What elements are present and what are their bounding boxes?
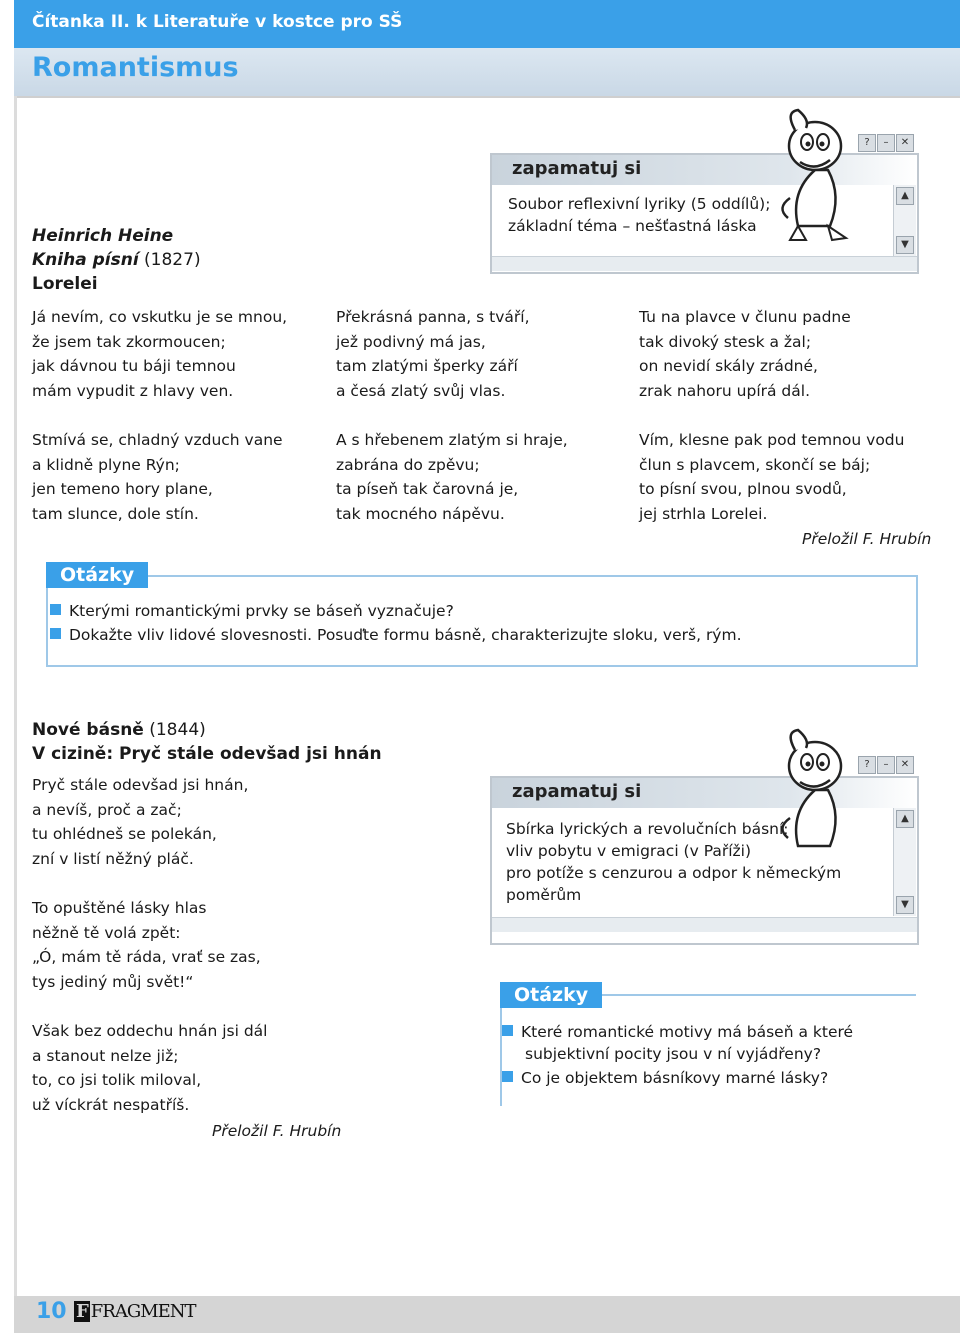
bullet-square-icon — [50, 604, 61, 615]
verse: Tu na plavce v člunu padne — [639, 308, 851, 326]
verse: tam slunce, dole stín. — [32, 504, 199, 523]
question-item: Dokažte vliv lidové slovesnosti. Posuďte formu básně, charakterizujte sloku, verš, rým. — [50, 624, 742, 646]
minimize-icon[interactable]: – — [877, 756, 895, 774]
memo-text — [508, 193, 770, 237]
bullet-square-icon — [50, 628, 61, 639]
memo-line: poměrům — [506, 886, 582, 904]
left-rule — [14, 96, 17, 1318]
scroll-down-icon[interactable]: ▼ — [896, 236, 914, 254]
verse: a česá zlatý svůj vlas. — [336, 381, 506, 400]
verse: jen temeno hory plane, — [32, 480, 213, 499]
help-icon[interactable]: ? — [858, 134, 876, 152]
verse: Však bez oddechu hnán jsi dál — [32, 1022, 268, 1040]
memo-statusbar — [492, 256, 917, 271]
verse: člun s plavcem, skončí se báj; — [639, 455, 871, 474]
verse: tys jediný můj svět!“ — [32, 972, 194, 991]
bullet-square-icon — [502, 1071, 513, 1082]
verse: ta píseň tak čarovná je, — [336, 480, 519, 499]
verse: už víckrát nespatříš. — [32, 1095, 190, 1114]
questions-label: Otázky — [46, 562, 148, 588]
verse: jej strhla Lorelei. — [639, 504, 768, 523]
page-number: 10 — [36, 1299, 67, 1324]
poem-title: Lorelei — [32, 274, 98, 294]
memo-line: základní téma – nešťastná láska — [508, 217, 757, 235]
help-icon[interactable]: ? — [858, 756, 876, 774]
verse: jak dávnou tu báji temnou — [32, 357, 236, 376]
memo-title: zapamatuj si — [512, 158, 642, 179]
verse: tam zlatými šperky září — [336, 357, 518, 376]
verse: zní v listí něžný pláč. — [32, 849, 194, 868]
top-rule — [14, 96, 960, 98]
verse: Pryč stále odevšad jsi hnán, — [32, 776, 249, 794]
verse: a stanout nelze již; — [32, 1046, 179, 1065]
stanza-1 — [32, 305, 287, 403]
memo-statusbar — [492, 917, 917, 932]
stanza-3 — [32, 1019, 267, 1117]
verse: To opuštěné lásky hlas — [32, 899, 207, 917]
verse: něžně tě volá zpět: — [32, 923, 181, 942]
work-title: Nové básně — [32, 720, 144, 740]
book-title: Čítanka II. k Literatuře v kostce pro SŠ — [32, 12, 403, 32]
memo-line: vliv pobytu v emigraci (v Paříži) — [506, 842, 752, 860]
publisher-logo: F FRAGMENT — [76, 1301, 196, 1322]
poem-title: V cizině: Pryč stále odevšad jsi hnán — [32, 744, 382, 764]
stanza-3 — [639, 305, 851, 403]
verse: zrak nahoru upírá dál. — [639, 381, 810, 400]
verse: a klidně plyne Rýn; — [32, 455, 180, 474]
question-item-continued: subjektivní pocity jsou v ní vyjádřeny? — [525, 1045, 822, 1063]
verse: jež podivný má jas, — [336, 332, 486, 351]
verse: zabrána do zpěvu; — [336, 455, 480, 474]
memo-line: pro potíže s cenzurou a odpor k německým — [506, 864, 842, 882]
question-item: Kterými romantickými prvky se báseň vyznačuje? — [50, 600, 454, 622]
verse: tak divoký stesk a žal; — [639, 332, 812, 351]
close-icon[interactable]: ✕ — [896, 756, 914, 774]
section2-heading — [32, 718, 382, 766]
verse: to, co jsi tolik miloval, — [32, 1071, 202, 1090]
stanza-1 — [32, 773, 248, 871]
stanza-2 — [336, 305, 530, 403]
verse: a nevíš, proč a zač; — [32, 800, 182, 819]
memo-title: zapamatuj si — [512, 781, 642, 802]
verse: Překrásná panna, s tváří, — [336, 308, 530, 326]
author-name: Heinrich Heine — [32, 226, 174, 246]
scroll-down-icon[interactable]: ▼ — [896, 896, 914, 914]
verse: Vím, klesne pak pod temnou vodu — [639, 431, 905, 449]
questions-label: Otázky — [500, 982, 602, 1008]
work-title: Kniha písní — [32, 250, 139, 270]
verse: „Ó, mám tě ráda, vrať se zas, — [32, 948, 261, 967]
minimize-icon[interactable]: – — [877, 134, 895, 152]
verse: tu ohlédneš se polekán, — [32, 825, 217, 844]
verse: tak mocného nápěvu. — [336, 504, 505, 523]
work-year: (1827) — [144, 250, 201, 270]
verse: mám vypudit z hlavy ven. — [32, 381, 234, 400]
verse: A s hřebenem zlatým si hraje, — [336, 431, 568, 449]
verse: že jsem tak zkormoucen; — [32, 332, 226, 351]
memo-line: Soubor reflexivní lyriky (5 oddílů); — [508, 195, 771, 213]
mascot-figure-2 — [770, 720, 920, 870]
stanza-5 — [336, 428, 568, 526]
work-year: (1844) — [149, 720, 206, 740]
scroll-up-icon[interactable]: ▲ — [896, 810, 914, 828]
chapter-title: Romantismus — [32, 52, 239, 83]
stanza-6 — [639, 428, 904, 526]
question-item: Co je objektem básníkovy marné lásky? — [502, 1067, 828, 1089]
memo-line: Sbírka lyrických a revolučních básní; — [506, 820, 789, 838]
close-icon[interactable]: ✕ — [896, 134, 914, 152]
section1-heading — [32, 224, 201, 296]
translator-credit: Přeložil F. Hrubín — [212, 1122, 342, 1140]
verse: to písní svou, plnou svodů, — [639, 480, 847, 499]
window-controls-2[interactable] — [858, 756, 914, 774]
bullet-square-icon — [502, 1025, 513, 1036]
verse: Já nevím, co vskutku je se mnou, — [32, 308, 288, 326]
stanza-2 — [32, 896, 261, 994]
mascot-figure-1 — [770, 100, 920, 250]
window-controls-1[interactable] — [858, 134, 914, 152]
brand-text: FRAGMENT — [90, 1301, 196, 1322]
question-item: Které romantické motivy má báseň a které — [502, 1021, 853, 1043]
verse: on nevidí skály zrádné, — [639, 357, 818, 376]
scroll-up-icon[interactable]: ▲ — [896, 187, 914, 205]
translator-credit: Přeložil F. Hrubín — [802, 530, 932, 548]
stanza-4 — [32, 428, 283, 526]
verse: Stmívá se, chladný vzduch vane — [32, 431, 283, 449]
